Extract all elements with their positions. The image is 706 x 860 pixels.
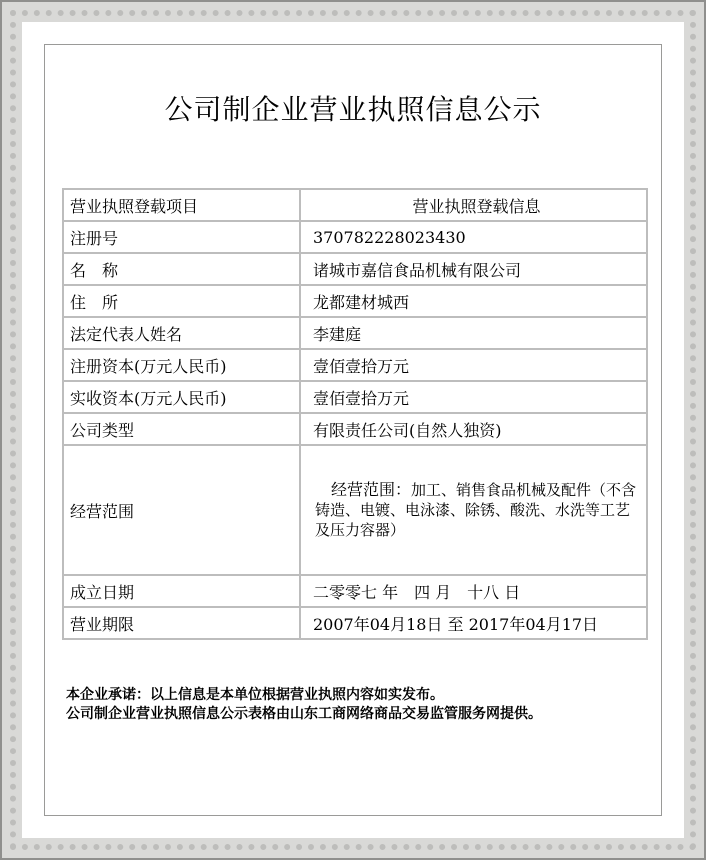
- footer-note: [66, 686, 666, 724]
- table-row-legal-representative: [63, 317, 647, 349]
- row-key: 营业期限: [63, 607, 300, 639]
- table-row-business-term: [63, 607, 647, 639]
- business-scope-detail: 加工、销售食品机械及配件（不含铸造、电镀、电泳漆、除锈、酸洗、水洗等工艺及压力容器）: [315, 481, 637, 539]
- footer-commitment: 本企业承诺：以上信息是本单位根据营业执照内容如实发布。: [66, 687, 444, 703]
- row-value: 壹佰壹拾万元: [300, 349, 647, 381]
- row-key: 住 所: [63, 285, 300, 317]
- row-value: 龙都建材城西: [300, 285, 647, 317]
- table-row-business-scope: [63, 445, 647, 575]
- table-header-row: [63, 189, 647, 221]
- header-key-cell: 营业执照登载项目: [63, 189, 300, 221]
- page-title: 公司制企业营业执照信息公示: [164, 93, 542, 126]
- header-value-cell: 营业执照登载信息: [300, 189, 647, 221]
- row-value: 2007年04月18日 至 2017年04月17日: [300, 607, 647, 639]
- footer-provider: 公司制企业营业执照信息公示表格由山东工商网络商品交易监管服务网提供。: [66, 706, 542, 722]
- table-row-company-type: [63, 413, 647, 445]
- row-key: 法定代表人姓名: [63, 317, 300, 349]
- table-row-name: [63, 253, 647, 285]
- row-key: 公司类型: [63, 413, 300, 445]
- row-key: 名 称: [63, 253, 300, 285]
- row-key: 成立日期: [63, 575, 300, 607]
- license-info-table: [62, 188, 648, 640]
- table-row-address: [63, 285, 647, 317]
- table-row-paid-in-capital: [63, 381, 647, 413]
- business-scope-text: [313, 480, 640, 540]
- business-scope-lead: 经营范围：: [331, 480, 412, 499]
- row-value: 二零零七 年 四 月 十八 日: [300, 575, 647, 607]
- row-value: 有限责任公司(自然人独资): [300, 413, 647, 445]
- table-row-establishment-date: [63, 575, 647, 607]
- row-value: 诸城市嘉信食品机械有限公司: [300, 253, 647, 285]
- row-key: 注册号: [63, 221, 300, 253]
- row-key: 注册资本(万元人民币): [63, 349, 300, 381]
- table-row-registration-number: [63, 221, 647, 253]
- row-key: 实收资本(万元人民币): [63, 381, 300, 413]
- row-value: 壹佰壹拾万元: [300, 381, 647, 413]
- row-key: 经营范围: [63, 445, 300, 575]
- row-value: 李建庭: [300, 317, 647, 349]
- table-row-registered-capital: [63, 349, 647, 381]
- row-value: [300, 445, 647, 575]
- row-value: 370782228023430: [300, 221, 647, 253]
